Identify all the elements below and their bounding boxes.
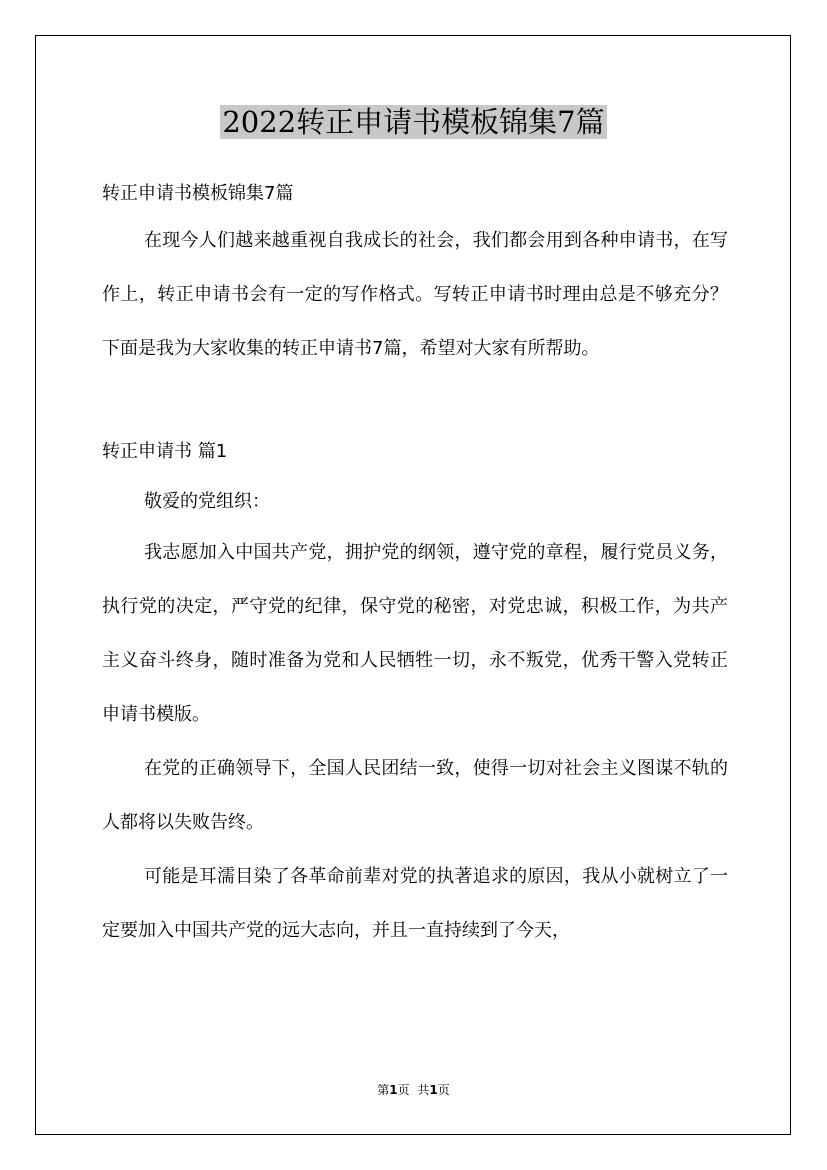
page-label-prefix: 第 <box>377 1083 390 1097</box>
body-paragraph: 我志愿加入中国共产党，拥护党的纲领，遵守党的章程，履行党员义务，执行党的决定，严守党的纪律，保守党的秘密，对党忠诚，积极工作，为共产主义奋斗终身，随时准备为党和人民牺牲一切，永不叛党，优秀干警入党转正申请书模版。 <box>102 542 728 725</box>
page-number: 1 <box>389 1083 398 1097</box>
total-pages: 1 <box>429 1083 438 1097</box>
section-heading: 转正申请书 篇1 <box>102 441 228 462</box>
document-body <box>102 174 728 958</box>
section-spacer <box>102 376 728 432</box>
body-paragraph: 可能是耳濡目染了各革命前辈对党的执著追求的原因，我从小就树立了一定要加入中国共产党的远大志向，并且一直持续到了今天， <box>102 866 728 941</box>
total-label-prefix: 共 <box>417 1083 430 1097</box>
document-title-text: 2022转正申请书模板锦集7篇 <box>222 105 605 139</box>
total-label-suffix: 页 <box>437 1083 450 1097</box>
salutation: 敬爱的党组织： <box>144 491 270 512</box>
document-title <box>0 103 827 141</box>
intro-paragraph: 在现今人们越来越重视自我成长的社会，我们都会用到各种申请书，在写作上，转正申请书会有一定的写作格式。写转正申请书时理由总是不够充分？下面是我为大家收集的转正申请书7篇，希望对大家有所帮助。 <box>102 230 728 359</box>
page-footer <box>0 1081 827 1098</box>
page-label-suffix: 页 <box>397 1083 410 1097</box>
body-paragraph: 在党的正确领导下，全国人民团结一致，使得一切对社会主义图谋不轨的人都将以失败告终。 <box>102 758 728 833</box>
document-subtitle: 转正申请书模板锦集7篇 <box>102 183 294 204</box>
